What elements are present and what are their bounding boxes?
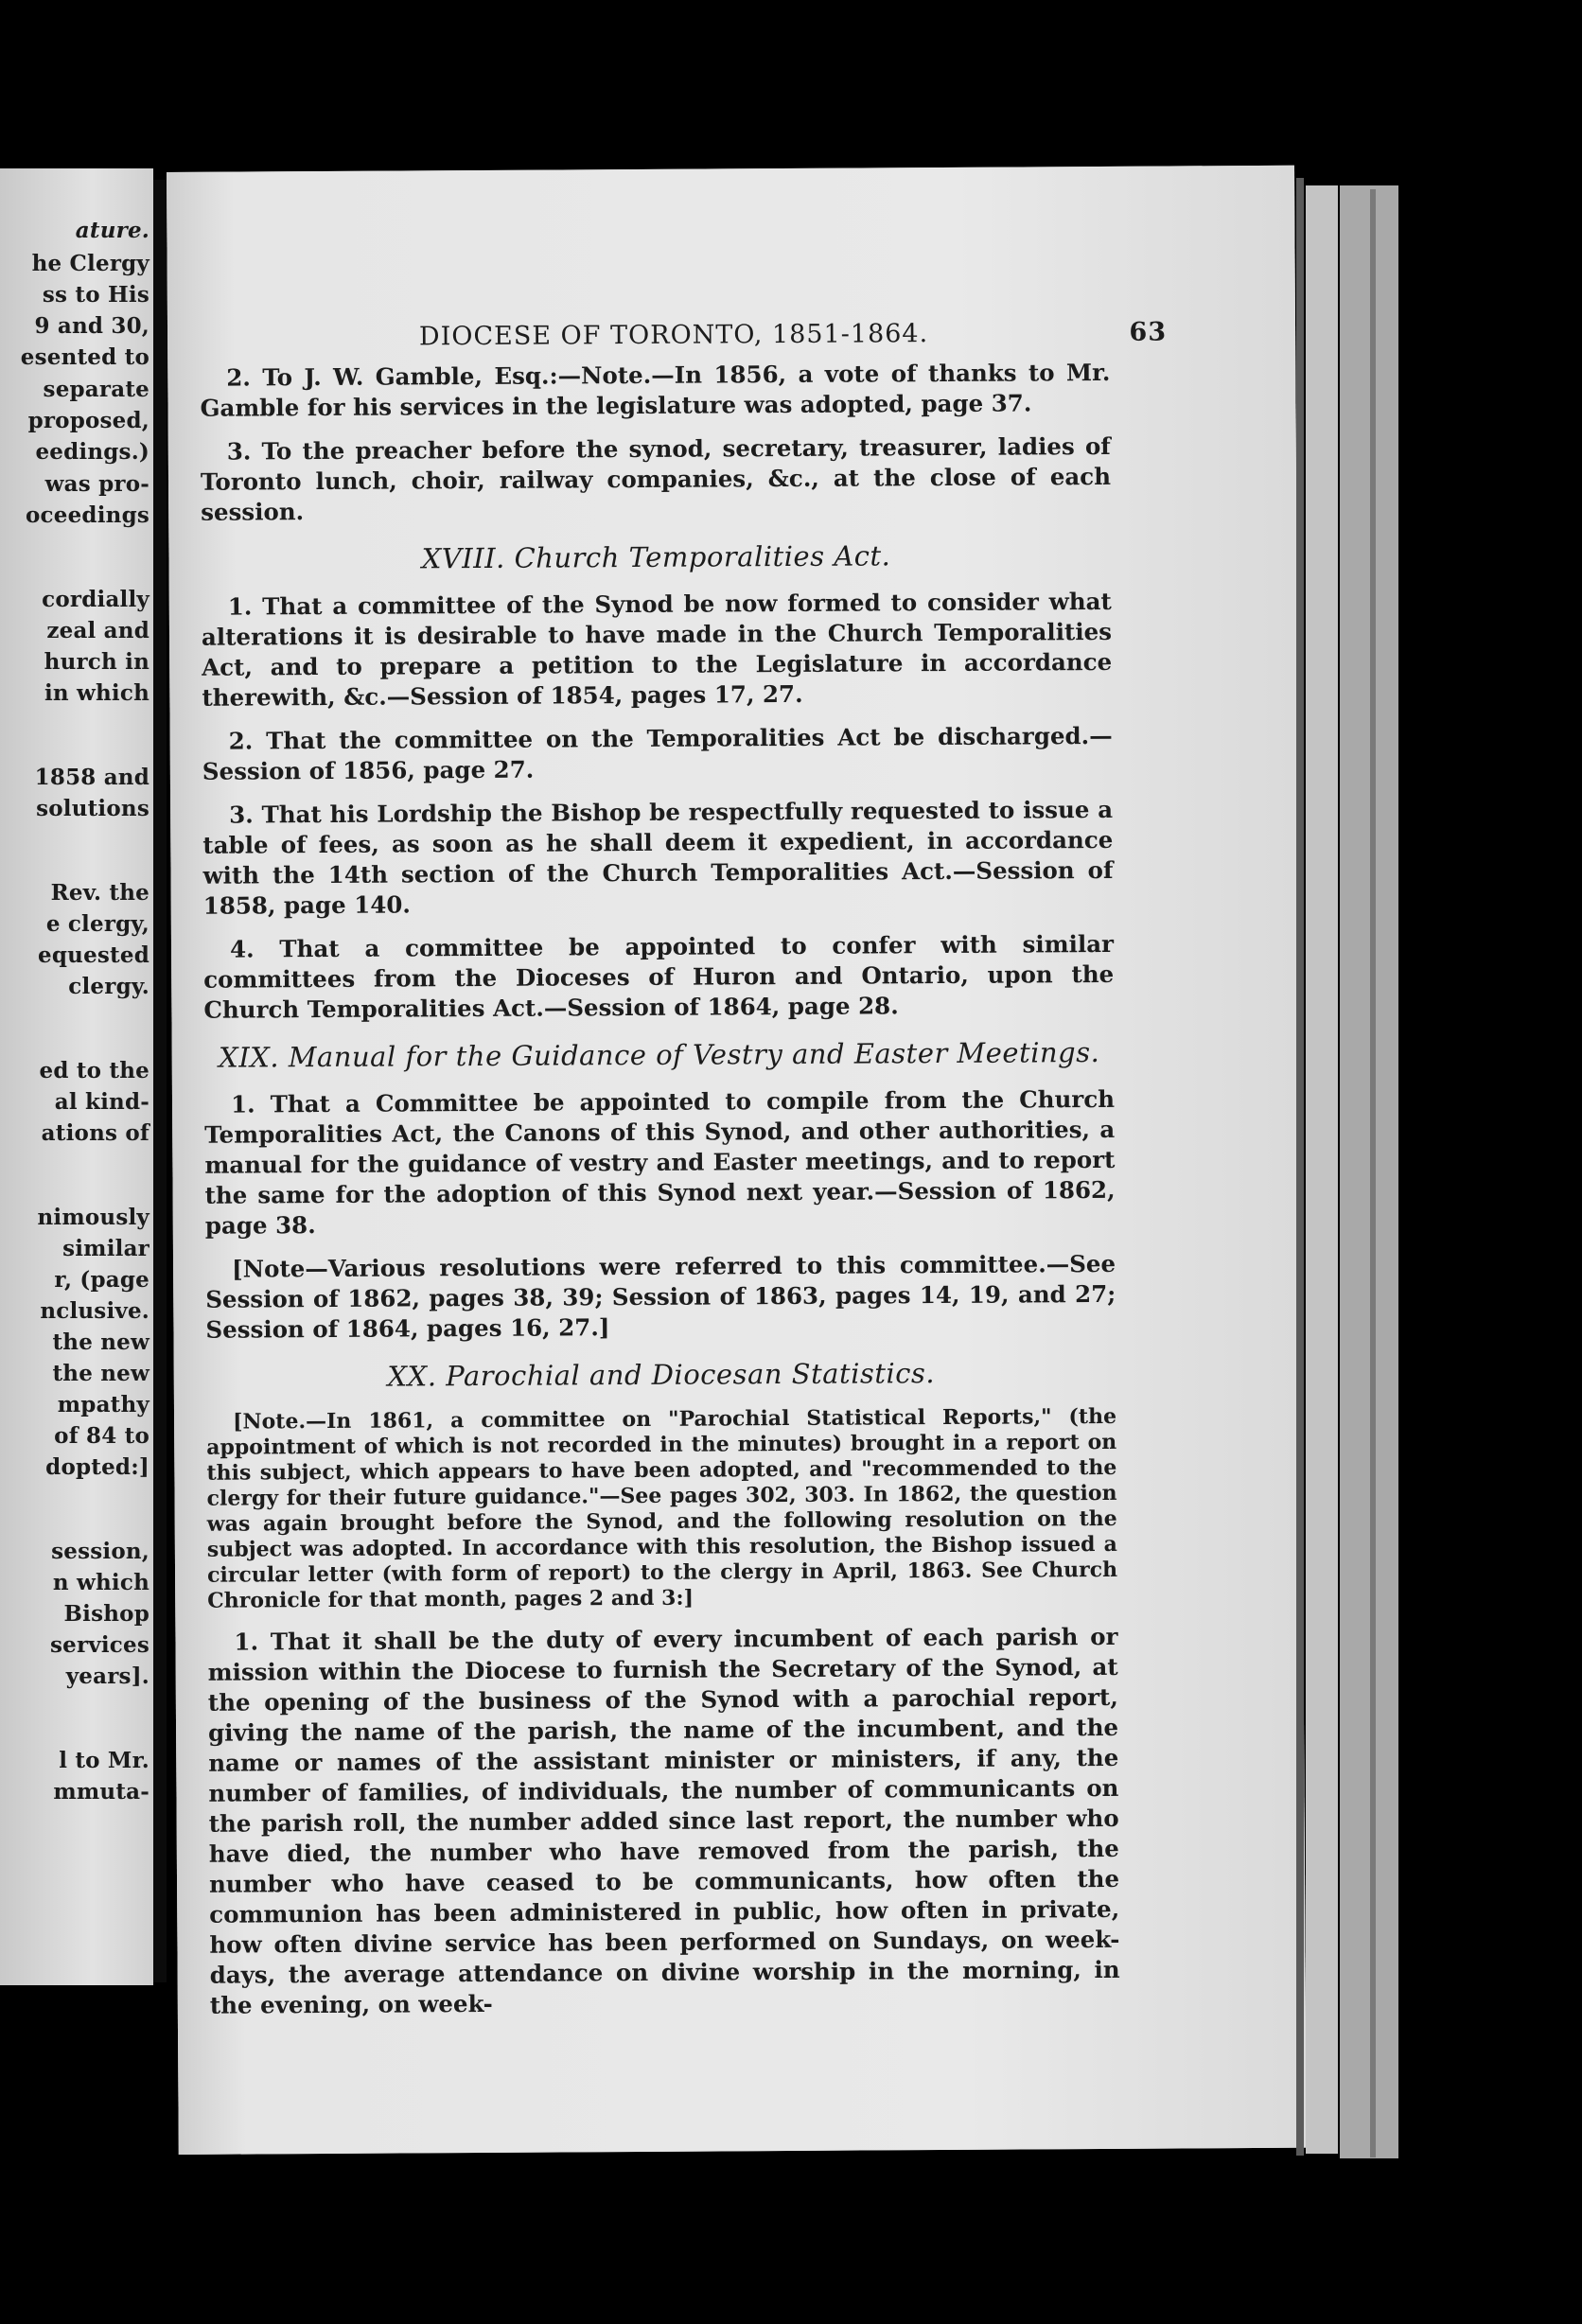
resolution-xviii-3: 3. That his Lordship the Bishop be respectfully requested to issue a table of fees, as soon as he shall deem it expedient, in accordance with the 14th section of the Church Temporalities Act.—Session of 1858, page 140. — [202, 795, 1114, 920]
left-page-text-fragment: eedings.) — [35, 439, 149, 465]
left-page-text-fragment: 1858 and — [34, 765, 149, 790]
left-page-text-fragment: he Clergy — [31, 251, 149, 276]
resolution-xviii-2: 2. That the committee on the Temporalities Act be discharged.—Session of 1856, page 27. — [202, 721, 1113, 785]
running-head — [237, 317, 1168, 354]
left-page-text-fragment: l to Mr. — [59, 1748, 149, 1773]
left-page-text-fragment: 9 and 30, — [34, 313, 149, 339]
left-page-text-fragment: oceedings — [26, 502, 149, 528]
page-edge — [1296, 178, 1304, 2156]
book-gutter — [153, 180, 167, 1982]
resolution-xviii-1: 1. That a committee of the Synod be now formed to consider what alterations it is desirable to have made in the Church Temporalities Act, and to prepare a petition to the Legislature in accordance therewith, &c.—Session of 1854, pages 17, 27. — [201, 587, 1113, 712]
paragraph-thanks-gamble: 2. To J. W. Gamble, Esq.:—Note.—In 1856, a vote of thanks to Mr. Gamble for his services in the legislature was adopted, page 37. — [200, 358, 1111, 422]
left-page-text-fragment: equested — [38, 942, 149, 968]
left-page-text-fragment: al kind- — [54, 1089, 149, 1115]
left-page-text-fragment: separate — [43, 377, 149, 402]
left-page-text-fragment: solutions — [36, 796, 149, 821]
resolution-xix-1: 1. That a Committee be appointed to compile from the Church Temporalities Act, the Canons of this Synod, and other authorities, a manual for the guidance of vestry and Easter meetings, and to report the same for the adoption of this Synod next year.—Session of 1862, page 38. — [204, 1084, 1116, 1240]
note-xix: [Note—Various resolutions were referred to this committee.—See Session of 1862, pages 38, 39; Session of 1863, pages 14, 19, and 27; Session of 1864, pages 16, 27.] — [205, 1249, 1116, 1344]
left-page-text-fragment: mmuta- — [53, 1779, 149, 1805]
left-page-text-fragment: ss to His — [42, 282, 149, 308]
left-page-text-fragment: was pro- — [44, 471, 149, 497]
left-page-text-fragment: Rev. the — [50, 880, 149, 906]
page-edge — [1340, 185, 1398, 2158]
left-page-text-fragment: esented to — [20, 344, 149, 370]
left-page-text-fragment: similar — [62, 1236, 149, 1261]
left-page-text-fragment: ations of — [41, 1120, 149, 1146]
note-xx: [Note.—In 1861, a committee on "Parochial Statistical Reports," (the appointment of which is not recorded in the minutes) brought in a report on this subject, which appears to have been adopted, and "recommended to the clergy for their future guidance."—See pages 302, 303. In 1862, the question was again brought before the Synod, and the following resolution on the subject was adopted. In accordance with this resolution, the Bishop issued a circular letter (with form of report) to the clergy in April, 1863. See Church Chronicle for that month, pages 2 and 3:] — [206, 1403, 1118, 1613]
left-page-text-fragment: of 84 to — [54, 1423, 149, 1449]
left-page-text-fragment: cordially — [42, 587, 149, 612]
left-page-text-fragment: nclusive. — [40, 1298, 149, 1324]
left-page-text-fragment: n which — [52, 1570, 149, 1595]
paragraph-thanks-preacher: 3. To the preacher before the synod, secretary, treasurer, ladies of Toronto lunch, choir, railway companies, &c., at the close of each session. — [200, 431, 1112, 526]
section-heading-xviii: XVIII. Church Temporalities Act. — [421, 539, 891, 575]
left-page-text-fragment: years]. — [65, 1664, 149, 1689]
left-page-text-fragment: Bishop — [63, 1601, 149, 1627]
resolution-xviii-4: 4. That a committee be appointed to confer with similar committees from the Dioceses of Huron and Ontario, upon the Church Temporalities Act.—Session of 1864, page 28. — [203, 929, 1115, 1024]
left-page-text-fragment: the new — [52, 1361, 149, 1386]
left-page-text-fragment: zeal and — [46, 618, 149, 643]
page-content — [200, 317, 1168, 2034]
left-page-text-fragment: r, (page — [54, 1267, 149, 1293]
page-edge — [1370, 189, 1376, 2157]
page-edge — [1306, 185, 1338, 2154]
left-page-text-fragment: dopted:] — [45, 1454, 149, 1480]
section-heading-xx: XX. Parochial and Diocesan Statistics. — [387, 1357, 936, 1393]
resolution-xx-1: 1. That it shall be the duty of every incumbent of each parish or mission within the Diocese to furnish the Secretary of the Synod, at the opening of the business of the Synod with a parochial report, giving the name of the parish, the name of the incumbent, and the name or names of the assistant minister or ministers, if any, the number of families, of individuals, the number of communicants on the parish roll, the number added since last report, the number who have died, the number who have removed from the parish, the number who have ceased to be communicants, how often the communion has been administered in public, how often in private, how often divine service has been performed on Sundays, on week-days, the average attendance on divine worship in the morning, in the evening, on week- — [207, 1622, 1120, 2019]
left-page-text-fragment: ature. — [75, 218, 149, 243]
left-page-text-fragment: services — [50, 1632, 149, 1658]
left-page-text-fragment: clergy. — [68, 974, 149, 999]
left-page-text-fragment: in which — [44, 680, 149, 706]
left-page-text-fragment: hurch in — [44, 649, 149, 675]
left-page-text-fragment: the new — [52, 1329, 149, 1355]
left-page-text-fragment: nimously — [37, 1205, 149, 1230]
left-page-text-fragment: e clergy, — [45, 911, 149, 937]
left-page-text-fragment: session, — [51, 1539, 149, 1564]
scanned-page — [167, 166, 1307, 2155]
page-number: 63 — [1129, 317, 1168, 347]
left-page-text-fragment: ed to the — [39, 1058, 149, 1083]
left-page-text-fragment: mpathy — [57, 1392, 149, 1417]
left-page-fragment — [0, 168, 153, 1985]
section-heading-xix: XIX. Manual for the Guidance of Vestry and Easter Meetings. — [219, 1035, 1100, 1074]
left-page-text-fragment: proposed, — [27, 408, 149, 433]
running-head-title: DIOCESE OF TORONTO, 1851-1864. — [418, 319, 929, 352]
